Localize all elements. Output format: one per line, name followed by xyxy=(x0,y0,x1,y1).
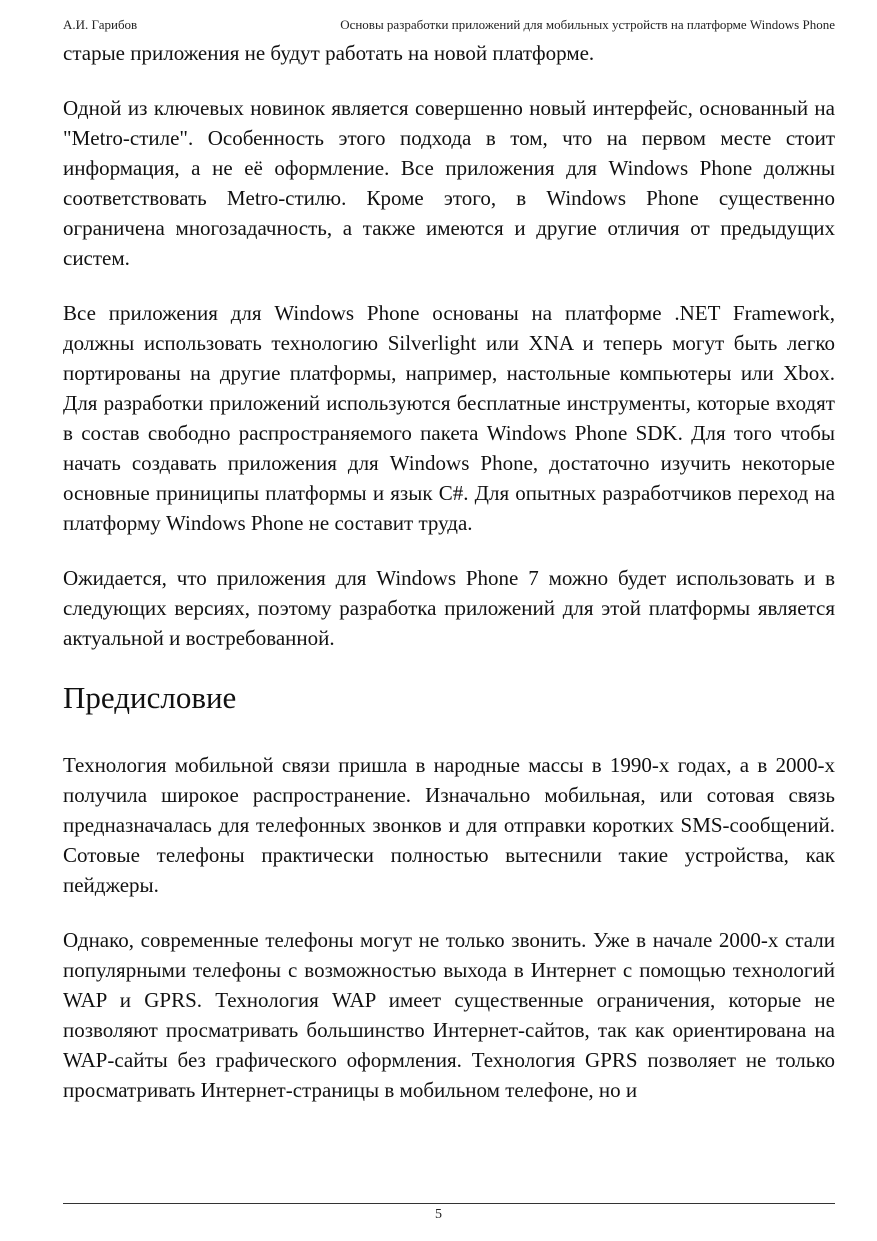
section-heading-preface: Предисловие xyxy=(63,680,237,715)
paragraph-metro-style: Одной из ключевых новинок является совершенно новый интерфейс, основанный на "Metro-стиле". Особенность этого подхода в том, что на первом месте стоит информация, а не её оформление. Все приложения для Windows Phone должны соответствовать Metro-стилю. Кроме этого, в Windows Phone существенно ограничена многозадачность, а также имеются и другие отличия от предыдущих систем. xyxy=(63,96,835,270)
page-content xyxy=(63,38,835,1130)
paragraph-future-versions: Ожидается, что приложения для Windows Phone 7 можно будет использовать и в следующих версиях, поэтому разработка приложений для этой платформы является актуальной и востребованной. xyxy=(63,566,835,650)
paragraph-mobile-history: Технология мобильной связи пришла в народные массы в 1990-х годах, а в 2000-х получила широкое распространение. Изначально мобильная, или сотовая связь предназначалась для телефонных звонков и для отправки коротких SMS-сообщений. Сотовые телефоны практически полностью вытеснили такие устройства, как пейджеры. xyxy=(63,753,835,897)
paragraph-dotnet-platform: Все приложения для Windows Phone основаны на платформе .NET Framework, должны использовать технологию Silverlight или XNA и теперь могут быть легко портированы на другие платформы, например, настольные компьютеры или Xbox. Для разработки приложений используются бесплатные инструменты, которые входят в состав свободно распространяемого пакета Windows Phone SDK. Для того чтобы начать создавать приложения для Windows Phone, достаточно изучить некоторые основные приниципы платформы и язык C#. Для опытных разработчиков переход на платформу Windows Phone не составит труда. xyxy=(63,301,835,535)
header-book-title: Основы разработки приложений для мобильных устройств на платформе Windows Phone xyxy=(340,17,835,32)
paragraph-wap-gprs: Однако, современные телефоны могут не только звонить. Уже в начале 2000-х стали популярными телефоны с возможностью выхода в Интернет с помощью технологий WAP и GPRS. Технология WAP имеет существенные ограничения, которые не позволяют просматривать большинство Интернет-сайтов, так как ориентирована на WAP-сайты без графического оформления. Технология GPRS позволяет не только просматривать Интернет-страницы в мобильном телефоне, но и xyxy=(63,928,835,1102)
continued-paragraph: старые приложения не будут работать на новой платформе. xyxy=(63,41,595,65)
page-number: 5 xyxy=(435,1207,442,1222)
footer-divider xyxy=(63,1203,835,1204)
header-author: А.И. Гарибов xyxy=(63,17,138,32)
running-header xyxy=(63,16,835,34)
